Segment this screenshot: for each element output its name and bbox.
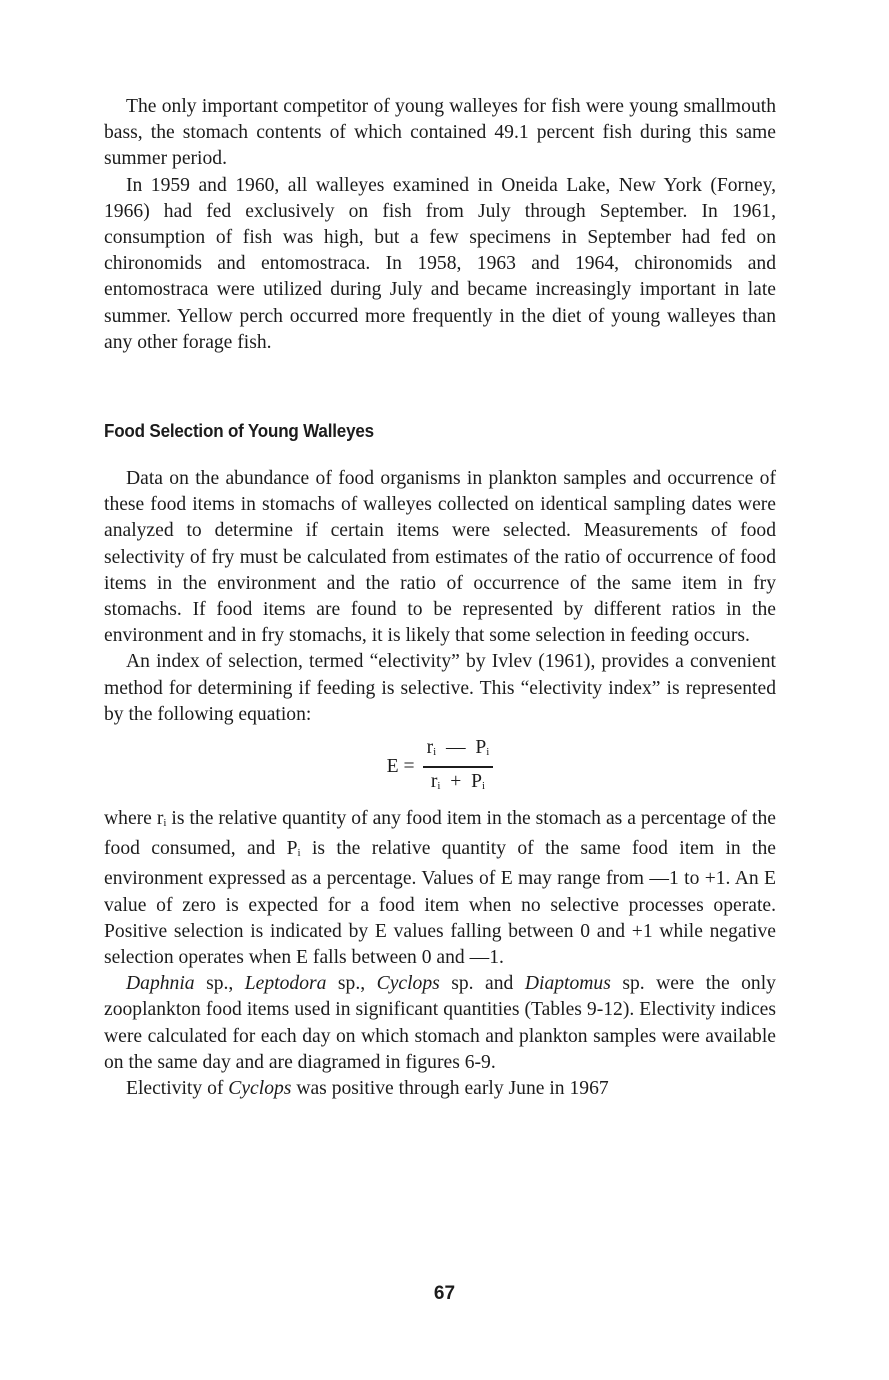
page-number: 67 xyxy=(433,1283,456,1304)
paragraph-competitor: The only important competitor of young walleyes for fish were young smallmouth bass, the stomach contents of which contained 49.1 percent fish during this same summer period. xyxy=(104,96,776,170)
equation-lhs: E = xyxy=(386,755,415,777)
paragraph-data-abundance: Data on the abundance of food organisms in plankton samples and occurrence of these food items in stomachs of walleyes collected on identical sampling dates were analyzed to determine if certain items were selected. Measurements of food selectivity of fry must be calculated from estimates of the ratio of occurrence of food items in the environment and the ratio of occurrence of the same item in fry stomachs. If food items are found to be represented by different ratios in the environment and in fry stomachs, it is likely that some selection in feeding occurs. xyxy=(104,468,776,647)
paragraph-zooplankton-items: Daphnia sp., Leptodora sp., Cyclops sp. and Diaptomus sp. were the only zooplankton food items used in significant quantities (Tables 9-12). Electivity indices were calculated for each day on which stomach and plankton samples were available on the same day and are diagramed in figures 6-9. xyxy=(104,973,776,1073)
electivity-equation xyxy=(104,732,776,802)
paragraph-cyclops-electivity: Electivity of Cyclops was positive through early June in 1967 xyxy=(126,1078,609,1100)
equation-numerator: $r_i$ — $P_i$ xyxy=(426,737,490,759)
paragraph-electivity-intro: An index of selection, termed “electivity” by Ivlev (1961), provides a convenient method for determining if feeding is selective. This “electivity index” is represented by the following equation: xyxy=(104,651,776,725)
paragraph-oneida-lake: In 1959 and 1960, all walleyes examined in Oneida Lake, New York (Forney, 1966) had fed exclusively on fish from July through September. In 1961, consumption of fish was high, but a few specimens in September had fed on chironomids and entomostraca. In 1958, 1963 and 1964, chironomids and entomostraca were utilized during July and became increasingly important in late summer. Yellow perch occurred more frequently in the diet of young walleyes than any other forage fish. xyxy=(104,174,776,353)
page-body xyxy=(104,94,776,1102)
equation-denominator: $r_i + P_i$ xyxy=(430,770,486,792)
section-heading: Food Selection of Young Walleyes xyxy=(104,420,374,442)
paragraph-where-definition: where $r_i$ is the relative quantity of any food item in the stomach as a percentage of the food consumed, and $P_i$ is the relative quantity of the same food item in the environment expressed as a percentage. Values of E may range from —1 to +1. An E value of zero is expected for a food item when no selective processes operate. Positive selection is indicated by E values falling between 0 and +1 while negative selection operates when E falls between 0 and —1. xyxy=(104,808,776,969)
equation-fraction xyxy=(423,734,494,800)
